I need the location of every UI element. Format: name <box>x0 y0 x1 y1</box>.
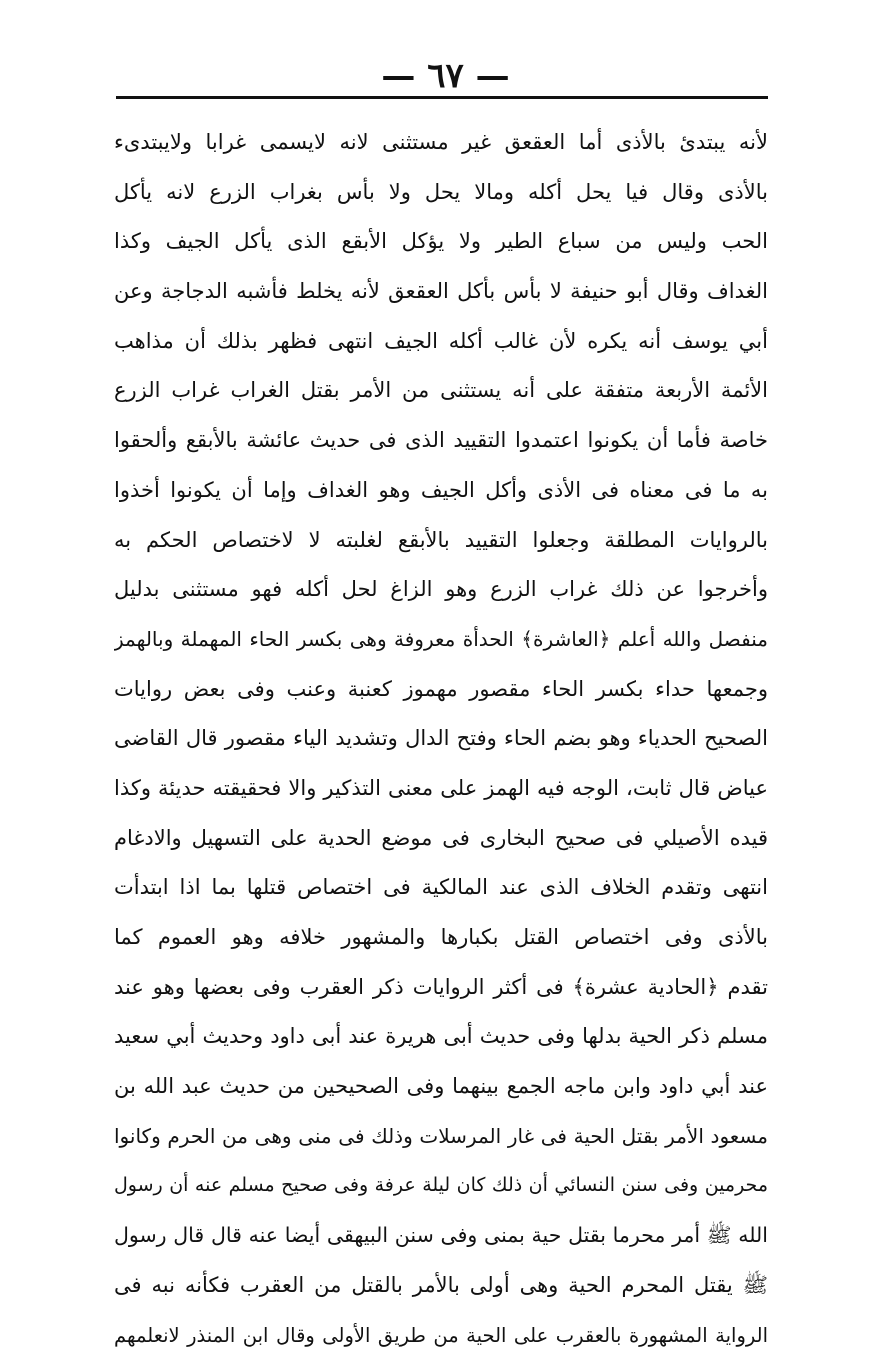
text-line: بالروايات المطلقة وجعلوا التقييد بالأبقع لغلبته لا لاختصاص الحكم به <box>114 516 768 566</box>
text-line: أبي يوسف أنه يكره لأن غالب أكله الجيف انتهى فظهر بذلك أن مذاهب <box>114 317 768 367</box>
text-line: الرواية المشهورة بالعقرب على الحية من طريق الأولى وقال ابن المنذر لانعلمهم <box>114 1311 768 1360</box>
text-line: وأخرجوا عن ذلك غراب الزرع وهو الزاغ لحل أكله فهو مستثنى بدليل <box>114 565 768 615</box>
text-line: الله ﷺ أمر محرما بقتل حية بمنى وفى سنن البيهقى أيضا عنه قال قال رسول <box>114 1211 768 1261</box>
text-line: الصحيح الحدياء وهو بضم الحاء وفتح الدال وتشديد الياء مقصور قال القاضى <box>114 714 768 764</box>
page-body-text <box>114 118 768 1360</box>
text-line: بالأذى وقال فيا يحل أكله ومالا يحل ولا بأس بغراب الزرع لانه يأكل <box>114 168 768 218</box>
text-line: انتهى وتقدم الخلاف الذى عند المالكية فى اختصاص قتلها بما اذا ابتدأت <box>114 863 768 913</box>
text-line: لأنه يبتدئ بالأذى أما العقعق غير مستثنى لانه لايسمى غرابا ولايبتدىء <box>114 118 768 168</box>
text-line: عند أبي داود وابن ماجه الجمع بينهما وفى الصحيحين من حديث عبد الله بن <box>114 1062 768 1112</box>
text-line: محرمين وفى سنن النسائي أن ذلك كان ليلة عرفة وفى صحيح مسلم عنه أن رسول <box>114 1161 768 1211</box>
text-line: به ما فى معناه فى الأذى وأكل الجيف وهو الغداف وإما أن يكونوا أخذوا <box>114 466 768 516</box>
text-line: الحب وليس من سباع الطير ولا يؤكل الأبقع الذى يأكل الجيف وكذا <box>114 217 768 267</box>
text-line: الغداف وقال أبو حنيفة لا بأس بأكل العقعق لأنه يخلط فأشبه الدجاجة وعن <box>114 267 768 317</box>
header-rule <box>116 96 768 99</box>
text-line: بالأذى وفى اختصاص القتل بكبارها والمشهور خلافه وهو العموم كما <box>114 913 768 963</box>
text-line: منفصل والله أعلم ﴿العاشرة﴾ الحدأة معروفة وهى بكسر الحاء المهملة وبالهمز <box>114 615 768 665</box>
text-line: قيده الأصيلي فى صحيح البخارى فى موضع الحدية على التسهيل والادغام <box>114 814 768 864</box>
text-line: وجمعها حداء بكسر الحاء مقصور مهموز كعنبة وعنب وفى بعض روايات <box>114 665 768 715</box>
text-line: ﷺ يقتل المحرم الحية وهى أولى بالأمر بالقتل من العقرب فكأنه نبه فى <box>114 1261 768 1311</box>
text-line: خاصة فأما أن يكونوا اعتمدوا التقييد الذى فى حديث عائشة بالأبقع وألحقوا <box>114 416 768 466</box>
text-line: مسعود الأمر بقتل الحية فى غار المرسلات وذلك فى منى وهى من الحرم وكانوا <box>114 1112 768 1162</box>
text-line: مسلم ذكر الحية بدلها وفى حديث أبى هريرة عند أبى داود وحديث أبي سعيد <box>114 1012 768 1062</box>
text-line: تقدم ﴿الحادية عشرة﴾ فى أكثر الروايات ذكر العقرب وفى بعضها وهو عند <box>114 963 768 1013</box>
page-number: — ٦٧ — <box>0 52 891 100</box>
text-line: الأئمة الأربعة متفقة على أنه يستثنى من الأمر بقتل الغراب غراب الزرع <box>114 366 768 416</box>
text-line: عياض قال ثابت، الوجه فيه الهمز على معنى التذكير والا فحقيقته حديئة وكذا <box>114 764 768 814</box>
